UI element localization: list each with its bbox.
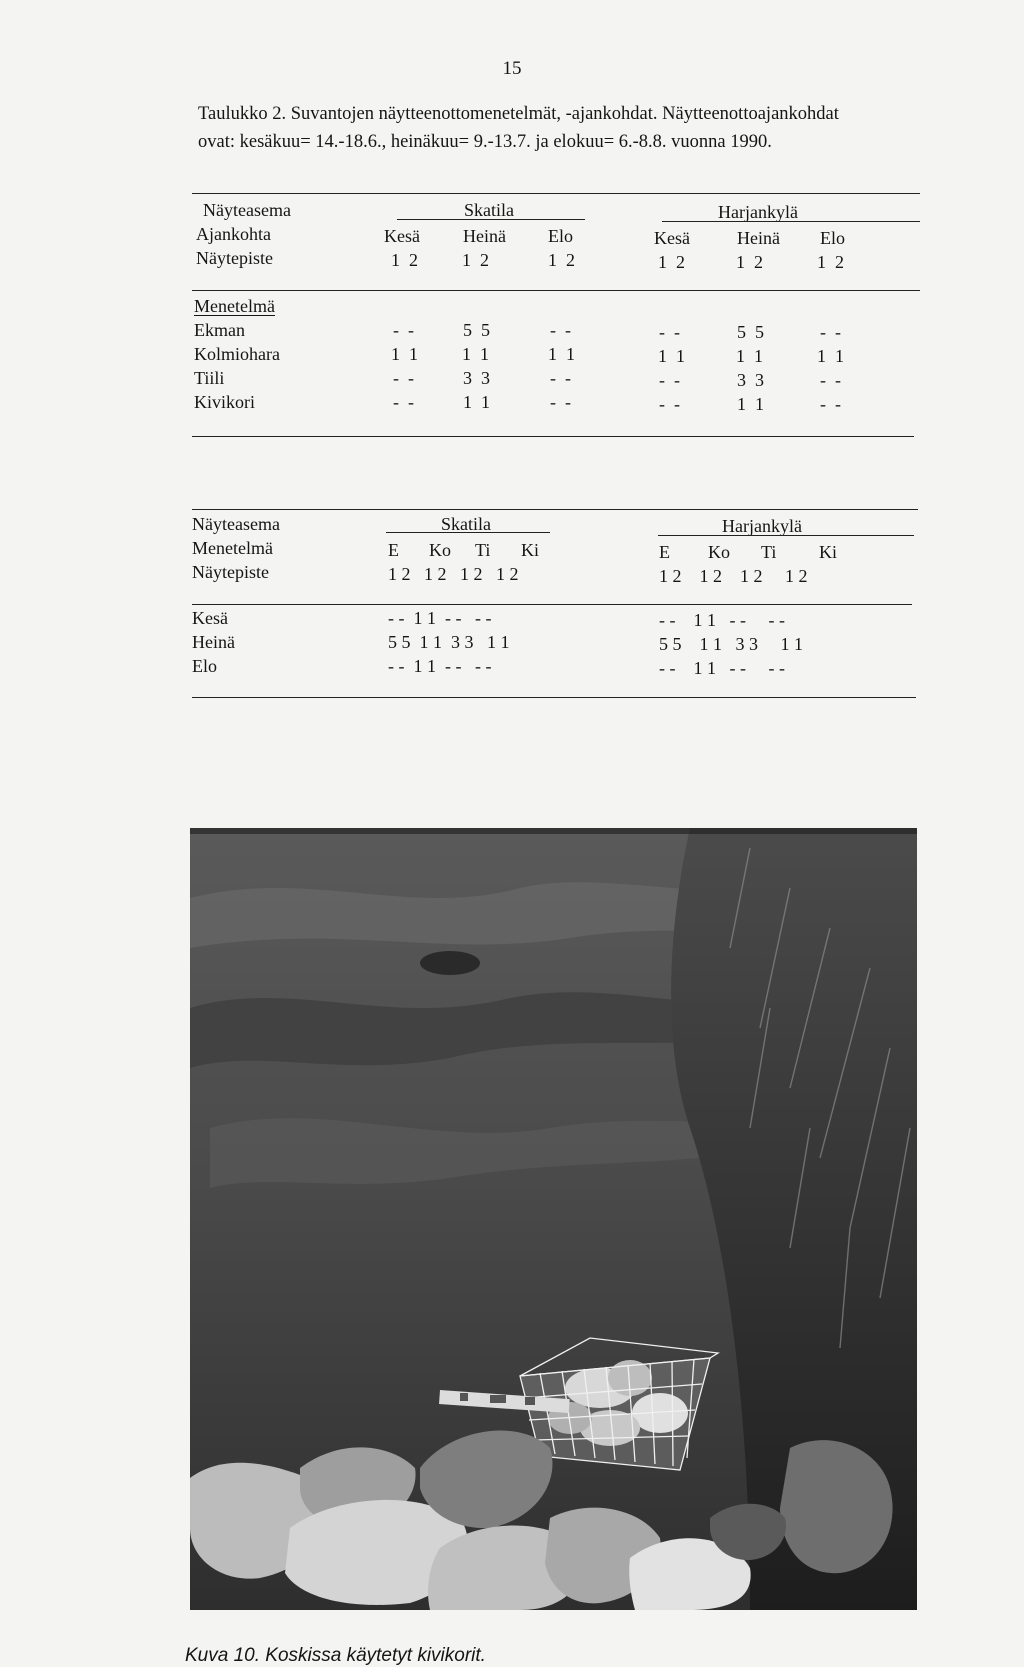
row-label-point: Näytepiste [192,562,269,582]
table-cell: - - [393,392,414,412]
period-elo-skatila: Elo [548,226,573,246]
table-cell: - - 1 1 - - - - [659,610,785,630]
method-ti: Ti [761,542,777,562]
table-cell: - - [820,370,841,390]
period-kesa-label: Kesä [192,608,228,628]
table-cell: - - [659,394,680,414]
table-2-header-rule [192,604,912,605]
table-1-header-rule [192,290,920,291]
table-cell: 1 1 [548,344,575,364]
method-ti: Ti [475,540,491,560]
table-cell: 5 5 1 1 3 3 1 1 [388,632,510,652]
period-elo-label: Elo [192,656,217,676]
table-2-top-rule [192,509,918,510]
table-cell: 3 3 [463,368,490,388]
method-ekman-label: Ekman [194,320,245,340]
table-cell: - - [659,370,680,390]
point-pair: 1 2 [736,252,763,272]
table-cell: - - [820,322,841,342]
table-cell: 1 1 [462,344,489,364]
row-label-station: Näyteasema [203,200,291,220]
points-skatila: 1 2 1 2 1 2 1 2 [388,564,519,584]
photo-stone-basket-in-river [190,828,917,1610]
method-ko: Ko [708,542,730,562]
table-cell: 1 1 [658,346,685,366]
table-cell: - - [659,322,680,342]
row-label-station: Näyteasema [192,514,280,534]
table-cell: - - [393,368,414,388]
station-skatila-rule [386,532,550,533]
point-pair: 1 2 [658,252,685,272]
station-skatila-rule [397,219,585,220]
method-ko: Ko [429,540,451,560]
table-cell: - - [820,394,841,414]
point-pair: 1 2 [391,250,418,270]
period-elo-harjankyla: Elo [820,228,845,248]
station-harjankyla: Harjankylä [718,202,798,222]
table-1-bottom-rule [192,436,914,437]
table-cell: - - [550,368,571,388]
station-harjankyla-rule [662,221,920,222]
row-label-time: Ajankohta [196,224,271,244]
method-kivikori-label: Kivikori [194,392,255,412]
table-cell: - - [550,392,571,412]
point-pair: 1 2 [817,252,844,272]
table-cell: - - 1 1 - - - - [659,658,785,678]
station-skatila: Skatila [441,514,491,534]
table-caption-line-2: ovat: kesäkuu= 14.-18.6., heinäkuu= 9.-13.7. ja elokuu= 6.-8.8. vuonna 1990. [198,132,772,152]
row-label-method: Menetelmä [192,538,273,558]
table-cell: - - [393,320,414,340]
table-caption-line-1: Taulukko 2. Suvantojen näytteenottomenetelmät, -ajankohdat. Näytteenottoajankohdat [198,104,839,124]
table-cell: 5 5 1 1 3 3 1 1 [659,634,803,654]
point-pair: 1 2 [462,250,489,270]
station-harjankyla: Harjankylä [722,516,802,536]
method-e: E [388,540,399,560]
method-e: E [659,542,670,562]
table-cell: - - 1 1 - - - - [388,656,492,676]
method-ki: Ki [819,542,837,562]
period-heina-skatila: Heinä [463,226,506,246]
table-cell: 1 1 [737,394,764,414]
table-cell: - - 1 1 - - - - [388,608,492,628]
period-kesa-skatila: Kesä [384,226,420,246]
table-cell: 5 5 [463,320,490,340]
photo-illustration [190,828,917,1610]
table-cell: 3 3 [737,370,764,390]
points-harjankyla: 1 2 1 2 1 2 1 2 [659,566,808,586]
page-number: 15 [502,58,522,79]
table-cell: 1 1 [736,346,763,366]
station-harjankyla-rule [658,535,914,536]
point-pair: 1 2 [548,250,575,270]
table-cell: 1 1 [463,392,490,412]
method-header: Menetelmä [194,296,275,316]
table-1-top-rule [192,193,920,194]
method-tiili-label: Tiili [194,368,225,388]
period-heina-harjankyla: Heinä [737,228,780,248]
table-2-bottom-rule [192,697,916,698]
table-cell: 1 1 [391,344,418,364]
method-kolmiohara-label: Kolmiohara [194,344,280,364]
period-kesa-harjankyla: Kesä [654,228,690,248]
photo-caption: Kuva 10. Koskissa käytetyt kivikorit. [185,1645,486,1666]
row-label-point: Näytepiste [196,248,273,268]
table-cell: - - [550,320,571,340]
table-cell: 5 5 [737,322,764,342]
station-skatila: Skatila [464,200,514,220]
table-cell: 1 1 [817,346,844,366]
period-heina-label: Heinä [192,632,235,652]
method-ki: Ki [521,540,539,560]
